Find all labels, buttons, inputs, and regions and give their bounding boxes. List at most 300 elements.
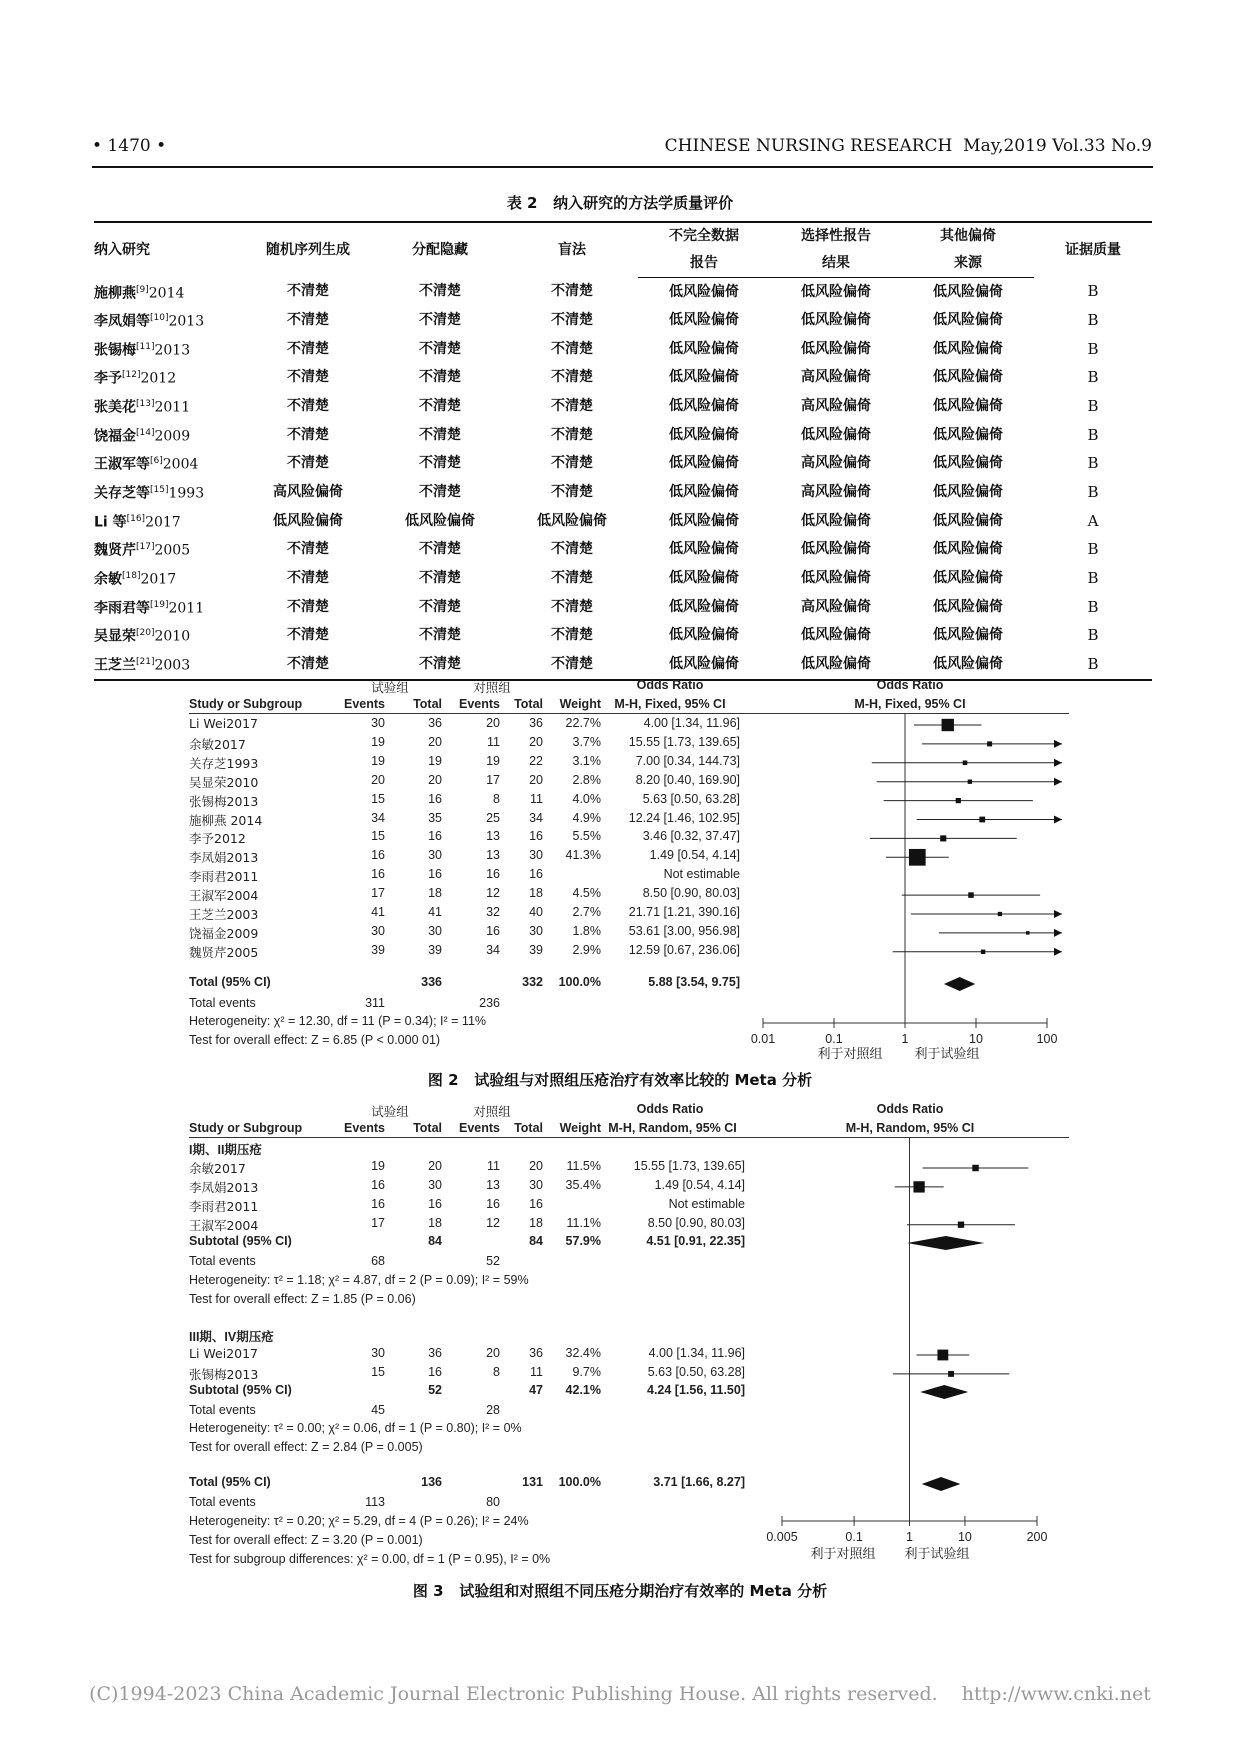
header-plot-title: Odds Ratio [876, 678, 944, 692]
risk-cell: 低风险偏倚 [801, 283, 871, 300]
or-ci: 1.49 [0.54, 4.14] [654, 1177, 745, 1192]
or-ci: 21.71 [1.21, 390.16] [628, 905, 740, 919]
or-ci: 15.55 [1.73, 139.65] [628, 734, 740, 749]
risk-cell: 低风险偏倚 [801, 569, 871, 586]
ctl-events: 32 [486, 905, 500, 919]
study-year: 2009 [154, 428, 191, 445]
study-name: 施柳燕 [94, 285, 136, 302]
risk-cell: 低风险偏倚 [933, 397, 1003, 414]
study-name: Li Wei2017 [189, 1346, 259, 1361]
study-name: 吴显荣 [94, 629, 136, 646]
exp-events: 41 [371, 905, 385, 919]
study-ref: [15] [150, 485, 169, 496]
header-or-title: Odds Ratio [636, 1102, 704, 1116]
grade-cell: B [1087, 396, 1099, 415]
risk-cell: 低风险偏倚 [902, 650, 1034, 680]
exp-total: 18 [428, 886, 442, 901]
subgroup1-weight: 57.9% [565, 1234, 601, 1248]
risk-cell: 高风险偏倚 [801, 369, 871, 386]
risk-cell: 低风险偏倚 [405, 512, 475, 529]
study-year: 2012 [140, 371, 177, 388]
study-name: 李予2012 [189, 831, 246, 847]
or-ci: Not estimable [668, 1196, 745, 1211]
risk-cell: 不清楚 [287, 311, 329, 328]
subgroup2-ctl: 47 [529, 1383, 543, 1397]
total-events-exp: 113 [365, 1495, 385, 1509]
header-exp-group: 试验组 [371, 681, 409, 695]
col-study-header: Study or Subgroup [189, 1121, 303, 1135]
page-number: • 1470 • [92, 136, 167, 156]
col-selective-2: 结果 [770, 250, 902, 278]
study-name: 李雨君2011 [189, 1198, 259, 1214]
weight: 32.4% [565, 1346, 601, 1360]
ctl-total: 18 [529, 886, 543, 901]
ctl-events: 20 [486, 1346, 500, 1360]
ctl-events: 13 [486, 829, 500, 844]
ctl-events: 12 [486, 886, 500, 901]
or-ci: 5.63 [0.50, 63.28] [647, 1364, 745, 1379]
or-ci: Not estimable [663, 867, 740, 882]
subgroup1-overall: Test for overall effect: Z = 1.85 (P = 0.06) [189, 1292, 416, 1306]
risk-cell: 高风险偏倚 [801, 598, 871, 615]
risk-cell: 不清楚 [287, 397, 329, 414]
ctl-total: 20 [529, 772, 543, 787]
study-ref: [17] [136, 542, 155, 553]
risk-cell: 低风险偏倚 [933, 541, 1003, 558]
exp-events: 15 [371, 1364, 385, 1379]
grade-cell: B [1087, 482, 1099, 501]
grade-cell: A [1087, 511, 1099, 530]
study-ref: [18] [122, 571, 141, 582]
risk-cell: 不清楚 [287, 455, 329, 472]
risk-cell: 低风险偏倚 [537, 512, 607, 529]
subgroup2-exp: 52 [428, 1383, 442, 1397]
risk-cell: 不清楚 [287, 340, 329, 357]
study-name: 王淑军2004 [189, 1217, 259, 1233]
study-year: 2004 [162, 457, 199, 474]
risk-cell: 不清楚 [551, 311, 593, 328]
risk-cell: 不清楚 [551, 397, 593, 414]
study-year: 2010 [154, 629, 191, 646]
risk-cell: 不清楚 [287, 598, 329, 615]
total-label: Total (95% CI) [189, 1475, 271, 1489]
risk-cell: 不清楚 [242, 650, 374, 680]
risk-cell: 不清楚 [287, 426, 329, 443]
col-incomplete-1: 不完全数据 [638, 222, 770, 250]
exp-events: 19 [371, 753, 385, 768]
x-tick-label: 10 [957, 1530, 972, 1544]
axis-left-label: 利于对照组 [817, 1047, 883, 1062]
weight: 2.8% [572, 772, 601, 787]
col-study-header: Study or Subgroup [189, 697, 303, 711]
axis-right-label: 利于试验组 [914, 1047, 980, 1062]
col-grade: 证据质量 [1034, 222, 1152, 278]
subgroup1-ctl: 84 [529, 1234, 543, 1248]
exp-events: 15 [371, 791, 385, 806]
ctl-total: 11 [530, 1364, 543, 1379]
total-exp: 336 [421, 975, 442, 989]
grade-cell: B [1087, 454, 1099, 473]
col-blinding: 盲法 [506, 222, 638, 278]
ctl-events: 16 [486, 923, 500, 938]
study-ref: [10] [150, 313, 169, 324]
subgroup2-events-ctl: 28 [486, 1403, 500, 1417]
or-ci: 3.46 [0.32, 37.47] [642, 829, 740, 844]
weight: 4.9% [572, 810, 601, 825]
header-ctl-group: 对照组 [473, 681, 511, 695]
risk-cell: 低风险偏倚 [669, 569, 739, 586]
risk-cell: 低风险偏倚 [801, 541, 871, 558]
study-square [913, 1181, 924, 1192]
ctl-events: 20 [486, 716, 500, 730]
ctl-total: 30 [529, 1177, 543, 1192]
risk-cell: 高风险偏倚 [273, 483, 343, 500]
total-ctl: 131 [522, 1475, 543, 1489]
risk-cell: 不清楚 [419, 455, 461, 472]
col-exp-events: Events [344, 1121, 385, 1135]
risk-cell: 不清楚 [419, 283, 461, 300]
weight: 5.5% [572, 829, 601, 844]
exp-total: 18 [428, 1215, 442, 1230]
study-name: 饶福金 [94, 428, 136, 445]
risk-cell: 不清楚 [506, 650, 638, 680]
risk-cell: 不清楚 [551, 627, 593, 644]
x-tick-label: 1 [906, 1530, 913, 1544]
ctl-total: 36 [529, 716, 543, 730]
study-year: 2013 [168, 313, 205, 330]
risk-cell: 低风险偏倚 [801, 512, 871, 529]
ctl-events: 16 [486, 1196, 500, 1211]
weight: 35.4% [565, 1177, 601, 1192]
subgroup1-label: Subtotal (95% CI) [189, 1234, 292, 1248]
risk-cell: 高风险偏倚 [801, 455, 871, 472]
study-name: 王芝兰 [94, 657, 136, 674]
risk-cell: 不清楚 [419, 541, 461, 558]
weight: 4.5% [572, 886, 601, 901]
risk-cell: 低风险偏倚 [933, 369, 1003, 386]
weight: 1.8% [572, 923, 601, 938]
study-ref: [12] [122, 370, 141, 381]
ctl-events: 13 [486, 848, 500, 863]
exp-total: 16 [428, 829, 442, 844]
subgroup2-events-label: Total events [189, 1403, 256, 1417]
col-exp-total: Total [413, 697, 442, 711]
col-incomplete-2: 报告 [638, 250, 770, 278]
total-ci: 3.71 [1.66, 8.27] [653, 1475, 745, 1489]
exp-events: 34 [371, 810, 385, 825]
subgroup2-ci: 4.24 [1.56, 11.50] [647, 1383, 745, 1397]
exp-total: 30 [428, 923, 442, 938]
risk-cell: 高风险偏倚 [801, 397, 871, 414]
exp-events: 15 [371, 829, 385, 844]
exp-events: 16 [371, 867, 385, 882]
grade-cell: B [1087, 339, 1099, 358]
study-ref: [13] [136, 399, 155, 410]
exp-total: 36 [428, 1346, 442, 1360]
exp-events: 16 [371, 1177, 385, 1192]
col-ctl-events: Events [459, 1121, 500, 1135]
col-other-1: 其他偏倚 [902, 222, 1034, 250]
weight: 2.7% [572, 905, 601, 919]
exp-events: 30 [371, 716, 385, 730]
study-square [948, 1371, 954, 1377]
risk-cell: 不清楚 [287, 569, 329, 586]
grade-cell: B [1087, 540, 1099, 559]
ctl-events: 25 [486, 810, 500, 825]
risk-cell: 低风险偏倚 [669, 311, 739, 328]
ctl-total: 36 [529, 1346, 543, 1360]
or-ci: 4.00 [1.34, 11.96] [643, 716, 740, 730]
exp-events: 16 [371, 1196, 385, 1211]
exp-total: 36 [428, 716, 442, 730]
ctl-total: 22 [529, 753, 543, 768]
exp-total: 30 [428, 848, 442, 863]
ctl-total: 39 [529, 942, 543, 957]
exp-events: 19 [371, 734, 385, 749]
exp-total: 35 [428, 810, 442, 825]
study-name: Li Wei2017 [189, 716, 259, 731]
risk-cell: 低风险偏倚 [933, 455, 1003, 472]
risk-cell: 不清楚 [551, 569, 593, 586]
ctl-events: 34 [486, 942, 500, 957]
study-year: 2013 [154, 342, 191, 359]
axis-left-label: 利于对照组 [810, 1547, 876, 1562]
study-ref: [14] [136, 427, 155, 438]
exp-total: 20 [428, 734, 442, 749]
study-name: 李雨君等 [94, 600, 150, 617]
subgroup2-weight: 42.1% [565, 1383, 601, 1397]
risk-cell: 不清楚 [551, 426, 593, 443]
weight: 4.0% [572, 791, 601, 806]
ctl-events: 11 [487, 1159, 500, 1173]
ctl-total: 18 [529, 1215, 543, 1230]
exp-total: 16 [428, 1364, 442, 1379]
study-name: 余敏2017 [189, 1161, 246, 1176]
risk-cell: 低风险偏倚 [669, 541, 739, 558]
risk-cell: 低风险偏倚 [801, 627, 871, 644]
subgroup2-label: Subtotal (95% CI) [189, 1383, 292, 1397]
risk-cell: 低风险偏倚 [801, 426, 871, 443]
study-ref: [11] [136, 341, 155, 352]
weight: 3.7% [572, 734, 601, 749]
study-year: 2017 [140, 571, 177, 588]
ctl-total: 34 [529, 810, 543, 825]
risk-cell: 不清楚 [551, 598, 593, 615]
risk-cell: 不清楚 [419, 627, 461, 644]
risk-cell: 低风险偏倚 [933, 340, 1003, 357]
exp-total: 20 [428, 1159, 442, 1173]
study-square [972, 1165, 978, 1171]
grade-cell: B [1087, 282, 1099, 301]
risk-cell: 不清楚 [287, 283, 329, 300]
ctl-total: 40 [529, 905, 543, 919]
risk-cell: 不清楚 [419, 569, 461, 586]
risk-cell: 不清楚 [287, 541, 329, 558]
col-ctl-total: Total [514, 1121, 543, 1135]
axis-right-label: 利于试验组 [904, 1547, 970, 1562]
journal-header: CHINESE NURSING RESEARCH May,2019 Vol.33 No.9 [664, 136, 1152, 156]
risk-cell: 不清楚 [419, 369, 461, 386]
study-name: 李凤娟等 [94, 313, 150, 330]
study-ref: [21] [136, 657, 155, 668]
subgroup2-heterogeneity: Heterogeneity: τ² = 0.00; χ² = 0.06, df = 1 (P = 0.80); I² = 0% [189, 1421, 522, 1435]
x-tick-label: 200 [1026, 1530, 1048, 1544]
or-ci: 5.63 [0.50, 63.28] [642, 791, 740, 806]
exp-events: 17 [371, 886, 385, 901]
risk-cell: 低风险偏倚 [801, 311, 871, 328]
table2-caption: 表 2 纳入研究的方法学质量评价 [506, 194, 734, 212]
grade-cell: B [1034, 650, 1152, 680]
study-ref: [16] [126, 513, 146, 524]
risk-cell: 不清楚 [287, 369, 329, 386]
grade-cell: B [1087, 425, 1099, 444]
study-year: 2014 [148, 285, 185, 302]
x-tick-label: 0.01 [750, 1032, 776, 1046]
study-name: 魏贤芹2005 [189, 944, 259, 960]
overall-effect: Test for overall effect: Z = 3.20 (P = 0.001) [189, 1533, 423, 1547]
risk-cell: 低风险偏倚 [669, 483, 739, 500]
risk-cell: 不清楚 [419, 598, 461, 615]
header-plot-title: Odds Ratio [876, 1102, 944, 1116]
col-ctl-total: Total [514, 697, 543, 711]
ctl-events: 17 [486, 772, 500, 787]
col-random: 随机序列生成 [242, 222, 374, 278]
study-name: 关存芝等 [94, 485, 150, 502]
ctl-total: 30 [529, 848, 543, 863]
study-name: 李雨君2011 [189, 869, 259, 885]
study-year: 2017 [145, 514, 181, 531]
col-study: 纳入研究 [94, 222, 242, 278]
risk-cell: 低风险偏倚 [770, 650, 902, 680]
risk-cell: 低风险偏倚 [933, 512, 1003, 529]
weight: 2.9% [572, 942, 601, 957]
study-name: 李凤娟2013 [189, 1179, 259, 1195]
risk-cell: 低风险偏倚 [669, 512, 739, 529]
weight: 41.3% [565, 848, 601, 863]
total-ctl: 332 [522, 975, 543, 989]
subgroup2-events-exp: 45 [371, 1403, 385, 1417]
grade-cell: B [1087, 368, 1099, 387]
total-events-ctl: 236 [479, 996, 500, 1010]
study-square [958, 1222, 964, 1228]
risk-cell: 高风险偏倚 [801, 483, 871, 500]
col-or-method: M-H, Random, 95% CI [608, 1121, 737, 1135]
study-year: 2011 [154, 399, 191, 416]
risk-cell: 不清楚 [419, 311, 461, 328]
exp-total: 19 [428, 753, 442, 768]
study-name: 李凤娟2013 [189, 850, 259, 866]
or-ci: 1.49 [0.54, 4.14] [649, 848, 740, 863]
total-label: Total (95% CI) [189, 975, 271, 989]
x-tick-label: 0.005 [766, 1530, 798, 1544]
ctl-events: 12 [486, 1215, 500, 1230]
grade-cell: B [1087, 568, 1099, 587]
ctl-total: 11 [530, 791, 543, 806]
fig3-header-rule [189, 1137, 1069, 1138]
risk-cell: 低风险偏倚 [933, 569, 1003, 586]
risk-cell: 低风险偏倚 [933, 426, 1003, 443]
risk-cell: 不清楚 [551, 283, 593, 300]
risk-cell: 低风险偏倚 [933, 598, 1003, 615]
study-name: 吴显荣2010 [189, 774, 259, 790]
or-ci: 8.20 [0.40, 169.90] [635, 772, 740, 787]
study-ref: [9] [136, 284, 149, 295]
or-ci: 12.59 [0.67, 236.06] [628, 942, 740, 957]
ctl-events: 19 [486, 753, 500, 768]
col-plot-method: M-H, Fixed, 95% CI [854, 697, 966, 711]
risk-cell: 低风险偏倚 [273, 512, 343, 529]
study-name: 施柳燕 2014 [189, 812, 263, 828]
ctl-total: 16 [529, 1196, 543, 1211]
header-ctl-group: 对照组 [473, 1105, 511, 1119]
or-ci: 8.50 [0.90, 80.03] [642, 886, 740, 901]
heterogeneity: Heterogeneity: τ² = 0.20; χ² = 5.29, df = 4 (P = 0.26); I² = 24% [189, 1514, 529, 1528]
col-plot-method: M-H, Random, 95% CI [845, 1121, 975, 1135]
grade-cell: B [1087, 626, 1099, 645]
ctl-total: 20 [529, 734, 543, 749]
col-allocation: 分配隐藏 [374, 222, 506, 278]
col-exp-total: Total [413, 1121, 442, 1135]
subgroup2-overall: Test for overall effect: Z = 2.84 (P = 0.005) [189, 1440, 423, 1454]
risk-cell: 低风险偏倚 [669, 426, 739, 443]
header-or-title: Odds Ratio [636, 678, 704, 692]
exp-events: 17 [371, 1215, 385, 1230]
exp-events: 30 [371, 1346, 385, 1360]
total-events-label: Total events [189, 1495, 256, 1509]
x-tick-label: 100 [1036, 1032, 1058, 1046]
col-selective-1: 选择性报告 [770, 222, 902, 250]
total-exp: 136 [421, 1475, 442, 1489]
ctl-events: 11 [487, 734, 500, 749]
pooled-diamond [922, 1477, 961, 1491]
risk-cell: 不清楚 [551, 455, 593, 472]
risk-cell: 不清楚 [287, 627, 329, 644]
study-name: 魏贤芹 [94, 543, 136, 560]
risk-cell: 低风险偏倚 [669, 598, 739, 615]
exp-total: 30 [428, 1177, 442, 1192]
x-tick-label: 1 [901, 1032, 909, 1046]
subgroup1-events-ctl: 52 [486, 1254, 500, 1268]
study-name: 张美花 [94, 399, 136, 416]
exp-events: 30 [371, 923, 385, 938]
study-year: 2011 [168, 600, 205, 617]
total-events-ctl: 80 [486, 1495, 500, 1509]
risk-cell: 低风险偏倚 [801, 340, 871, 357]
study-name: 李予 [94, 371, 122, 388]
risk-cell: 低风险偏倚 [933, 627, 1003, 644]
risk-cell: 低风险偏倚 [669, 340, 739, 357]
risk-cell: 不清楚 [374, 650, 506, 680]
study-ref: [6] [150, 456, 163, 467]
exp-total: 20 [428, 772, 442, 787]
grade-cell: B [1087, 310, 1099, 329]
risk-cell: 低风险偏倚 [669, 397, 739, 414]
study-year: 2003 [154, 657, 191, 674]
col-other-2: 来源 [902, 250, 1034, 278]
ctl-total: 20 [529, 1159, 543, 1173]
total-ci: 5.88 [3.54, 9.75] [648, 975, 740, 989]
header-exp-group: 试验组 [371, 1105, 409, 1119]
x-tick-label: 10 [969, 1032, 983, 1046]
col-weight: Weight [559, 1121, 601, 1135]
exp-events: 19 [371, 1159, 385, 1173]
study-square [937, 1350, 948, 1361]
or-ci: 12.24 [1.46, 102.95] [628, 810, 740, 825]
col-or-method: M-H, Fixed, 95% CI [614, 697, 726, 711]
risk-cell: 不清楚 [551, 483, 593, 500]
or-ci: 7.00 [0.34, 144.73] [635, 753, 740, 768]
risk-cell: 不清楚 [551, 369, 593, 386]
